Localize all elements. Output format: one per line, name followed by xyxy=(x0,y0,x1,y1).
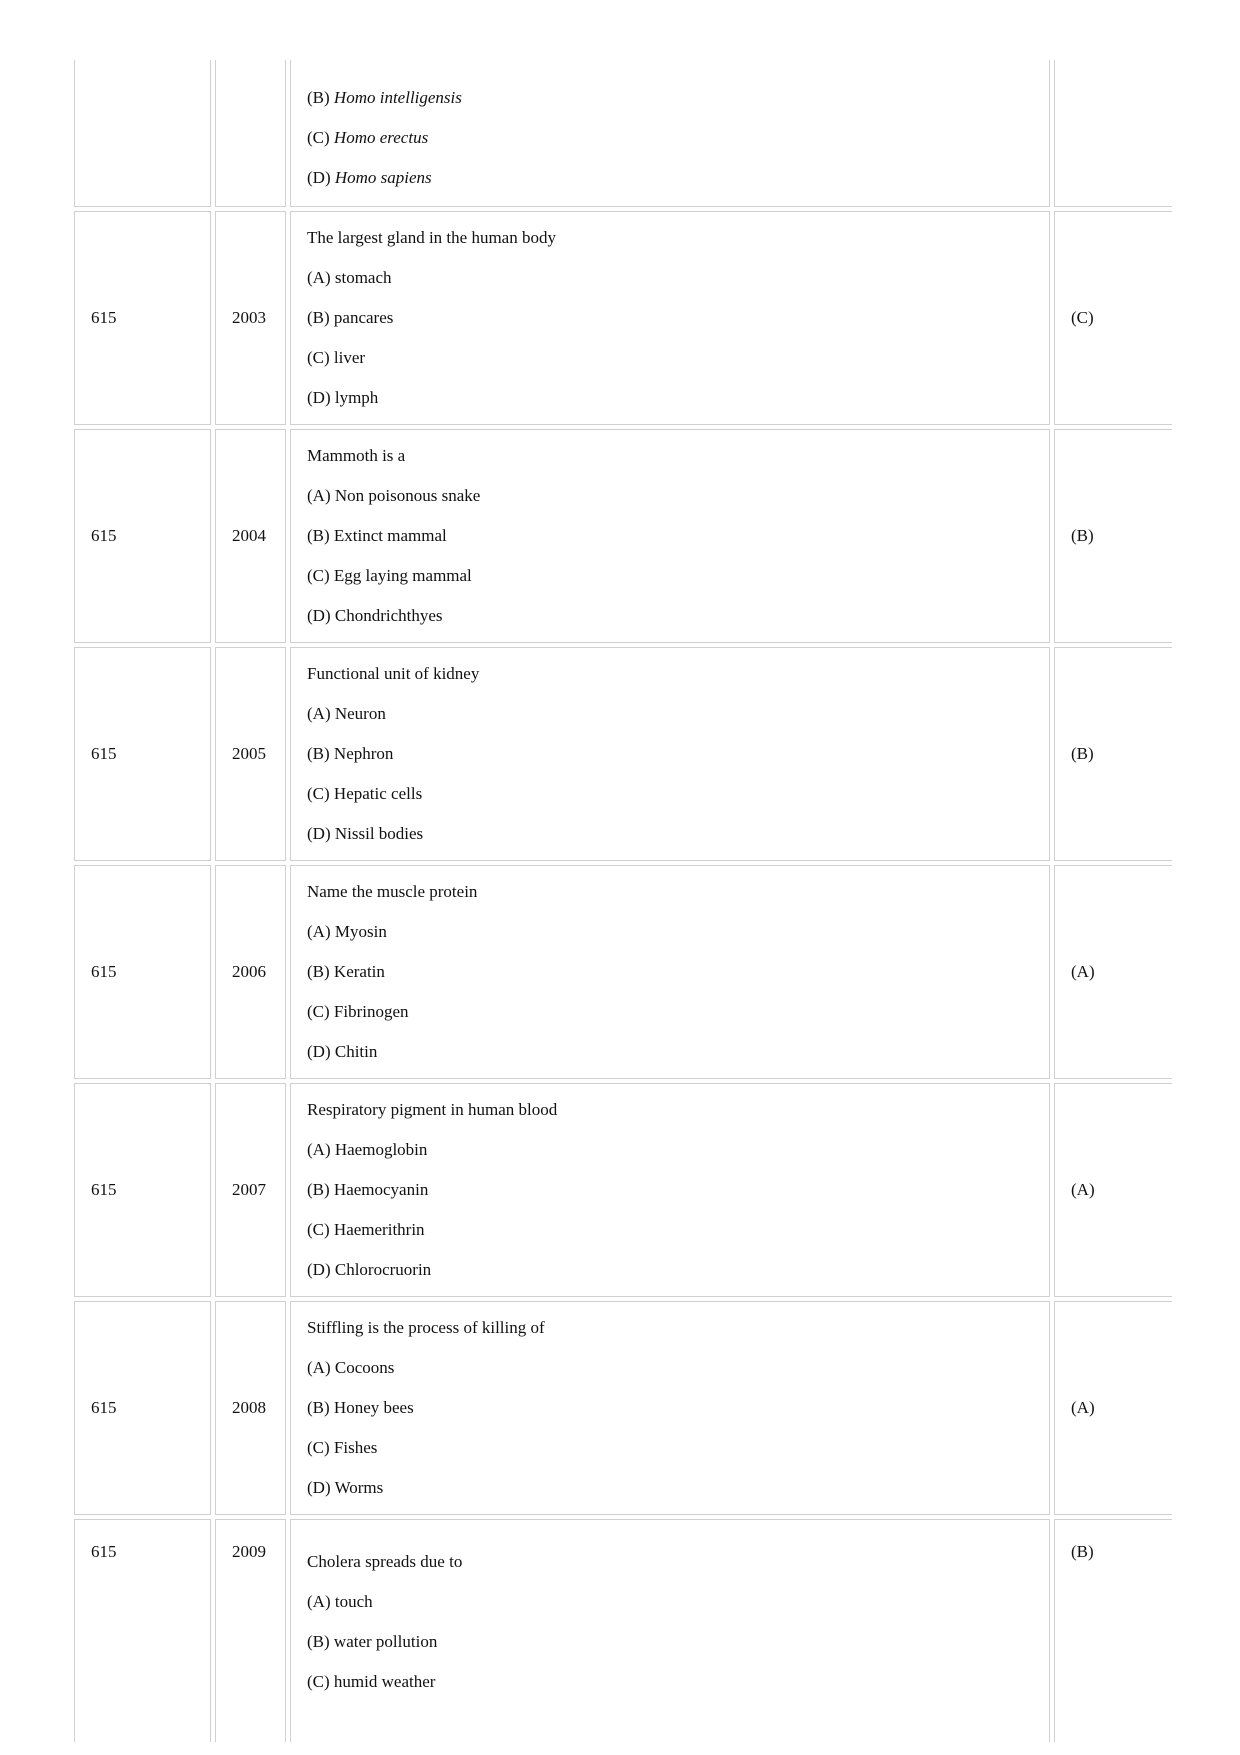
option-text: Nephron xyxy=(333,744,394,763)
option-label: (D) xyxy=(307,388,331,407)
option-label: (D) xyxy=(307,606,331,625)
answer-option xyxy=(307,378,1033,418)
option-text: Chlorocruorin xyxy=(334,1260,432,1279)
question-text: The largest gland in the human body xyxy=(307,228,556,247)
answer-option xyxy=(307,258,1033,298)
question-number-cell: 615 xyxy=(74,1519,211,1742)
table-row xyxy=(74,647,1172,861)
question-number-cell: 615 xyxy=(74,865,211,1079)
question-number-cell: 615 xyxy=(74,1301,211,1515)
option-label: (C) xyxy=(307,1002,330,1021)
answer-option xyxy=(307,1250,1033,1290)
question-table-body xyxy=(74,60,1172,1742)
table-row xyxy=(74,60,1172,207)
option-label: (C) xyxy=(307,128,330,147)
option-text: Homo intelligensis xyxy=(333,88,462,107)
table-row xyxy=(74,211,1172,425)
year-cell: 2005 xyxy=(215,647,286,861)
year-cell: 2008 xyxy=(215,1301,286,1515)
answer-option xyxy=(307,814,1033,854)
answer-option xyxy=(307,298,1033,338)
option-label: (D) xyxy=(307,168,331,187)
option-label: (C) xyxy=(307,348,330,367)
option-label: (A) xyxy=(307,1592,331,1611)
option-text: water pollution xyxy=(333,1632,438,1651)
option-text: touch xyxy=(334,1592,373,1611)
answer-option xyxy=(307,1388,1033,1428)
answer-option xyxy=(307,952,1033,992)
option-text: Neuron xyxy=(334,704,386,723)
option-text: Haemoglobin xyxy=(334,1140,428,1159)
question-cell xyxy=(290,1301,1050,1515)
option-label: (A) xyxy=(307,704,331,723)
question-table-page xyxy=(74,60,1172,1755)
option-label: (C) xyxy=(307,566,330,585)
option-label: (A) xyxy=(307,1140,331,1159)
answer-option xyxy=(307,476,1033,516)
option-text: Fibrinogen xyxy=(333,1002,409,1021)
question-cell xyxy=(290,211,1050,425)
option-label: (A) xyxy=(307,1358,331,1377)
option-label: (A) xyxy=(307,486,331,505)
question-text: Mammoth is a xyxy=(307,446,406,465)
option-text: lymph xyxy=(334,388,379,407)
answer-cell: (B) xyxy=(1054,429,1172,643)
answer-option xyxy=(307,1032,1033,1072)
year-cell xyxy=(215,60,286,207)
option-label: (B) xyxy=(307,1398,330,1417)
question-text: Cholera spreads due to xyxy=(307,1552,463,1571)
option-text: Myosin xyxy=(334,922,387,941)
option-text: Homo sapiens xyxy=(334,168,432,187)
answer-option xyxy=(307,1170,1033,1210)
option-label: (D) xyxy=(307,1042,331,1061)
option-text: Chitin xyxy=(334,1042,378,1061)
option-text: Haemerithrin xyxy=(333,1220,425,1239)
question-number-cell: 615 xyxy=(74,647,211,861)
answer-cell: (A) xyxy=(1054,1301,1172,1515)
option-label: (A) xyxy=(307,922,331,941)
option-text: Haemocyanin xyxy=(333,1180,429,1199)
answer-cell: (A) xyxy=(1054,865,1172,1079)
option-text: Homo erectus xyxy=(333,128,429,147)
option-text: Chondrichthyes xyxy=(334,606,443,625)
option-label: (B) xyxy=(307,744,330,763)
year-cell: 2009 xyxy=(215,1519,286,1742)
answer-option xyxy=(307,516,1033,556)
answer-cell: (A) xyxy=(1054,1083,1172,1297)
option-text: stomach xyxy=(334,268,392,287)
answer-option xyxy=(307,734,1033,774)
option-text: Nissil bodies xyxy=(334,824,424,843)
answer-option xyxy=(307,1130,1033,1170)
option-text: Fishes xyxy=(333,1438,378,1457)
answer-option xyxy=(307,1582,1033,1622)
option-text: Worms xyxy=(334,1478,384,1497)
option-label: (D) xyxy=(307,824,331,843)
answer-option xyxy=(307,338,1033,378)
table-row xyxy=(74,1083,1172,1297)
option-text: Egg laying mammal xyxy=(333,566,472,585)
year-cell: 2003 xyxy=(215,211,286,425)
answer-option xyxy=(307,556,1033,596)
answer-option xyxy=(307,1662,1033,1702)
question-text: Functional unit of kidney xyxy=(307,664,480,683)
question-text: Stiffling is the process of killing of xyxy=(307,1318,545,1337)
option-label: (D) xyxy=(307,1260,331,1279)
option-label: (A) xyxy=(307,268,331,287)
option-text: Non poisonous snake xyxy=(334,486,481,505)
answer-option xyxy=(307,1468,1033,1508)
option-label: (C) xyxy=(307,1220,330,1239)
question-number-cell: 615 xyxy=(74,429,211,643)
answer-option xyxy=(307,992,1033,1032)
answer-cell: (C) xyxy=(1054,211,1172,425)
answer-cell: (B) xyxy=(1054,1519,1172,1742)
answer-option xyxy=(307,774,1033,814)
question-number-cell: 615 xyxy=(74,1083,211,1297)
answer-option xyxy=(307,694,1033,734)
answer-option xyxy=(307,78,1033,118)
question-cell xyxy=(290,865,1050,1079)
option-text: Cocoons xyxy=(334,1358,395,1377)
table-row xyxy=(74,865,1172,1079)
year-cell: 2006 xyxy=(215,865,286,1079)
answer-option xyxy=(307,1622,1033,1662)
question-cell xyxy=(290,60,1050,207)
option-text: humid weather xyxy=(333,1672,436,1691)
option-label: (B) xyxy=(307,308,330,327)
question-cell xyxy=(290,1083,1050,1297)
table-row xyxy=(74,1301,1172,1515)
question-cell xyxy=(290,647,1050,861)
question-number-cell xyxy=(74,60,211,207)
option-label: (C) xyxy=(307,1672,330,1691)
option-label: (D) xyxy=(307,1478,331,1497)
option-label: (C) xyxy=(307,1438,330,1457)
answer-option xyxy=(307,1348,1033,1388)
question-cell xyxy=(290,429,1050,643)
option-label: (B) xyxy=(307,962,330,981)
option-label: (B) xyxy=(307,1632,330,1651)
answer-option xyxy=(307,1428,1033,1468)
table-row xyxy=(74,429,1172,643)
year-cell: 2007 xyxy=(215,1083,286,1297)
option-label: (C) xyxy=(307,784,330,803)
question-cell xyxy=(290,1519,1050,1742)
answer-option xyxy=(307,1210,1033,1250)
answer-cell: (B) xyxy=(1054,647,1172,861)
option-label: (B) xyxy=(307,526,330,545)
question-text: Respiratory pigment in human blood xyxy=(307,1100,558,1119)
option-text: Extinct mammal xyxy=(333,526,447,545)
answer-option xyxy=(307,158,1033,198)
answer-cell xyxy=(1054,60,1172,207)
answer-option xyxy=(307,118,1033,158)
option-label: (B) xyxy=(307,88,330,107)
table-row xyxy=(74,1519,1172,1742)
option-label: (B) xyxy=(307,1180,330,1199)
year-cell: 2004 xyxy=(215,429,286,643)
option-text: Honey bees xyxy=(333,1398,414,1417)
question-text: Name the muscle protein xyxy=(307,882,478,901)
answer-option xyxy=(307,912,1033,952)
answer-option xyxy=(307,596,1033,636)
option-text: Keratin xyxy=(333,962,385,981)
question-table xyxy=(74,60,1172,1746)
question-number-cell: 615 xyxy=(74,211,211,425)
option-text: pancares xyxy=(333,308,394,327)
option-text: liver xyxy=(333,348,366,367)
option-text: Hepatic cells xyxy=(333,784,423,803)
